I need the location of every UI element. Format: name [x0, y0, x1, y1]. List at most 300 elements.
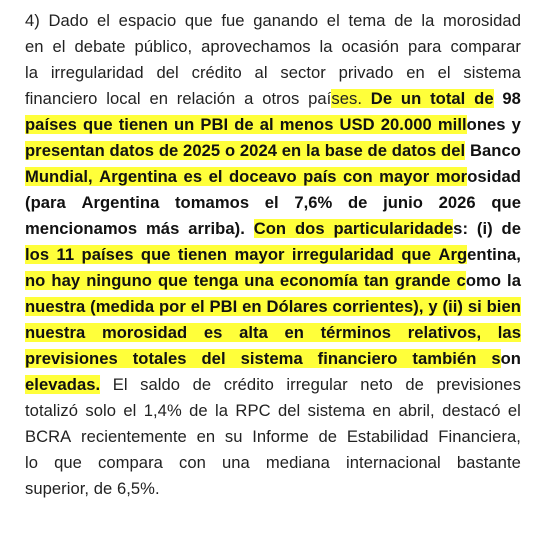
word: [379, 164, 436, 190]
word: [225, 424, 243, 450]
text-run: público,: [134, 37, 193, 56]
highlighted-text: grande: [395, 271, 457, 290]
text-run: en: [196, 427, 216, 446]
word: [512, 112, 521, 138]
word: [381, 112, 438, 138]
text-run: paí: [308, 89, 332, 108]
word: [110, 138, 159, 164]
word: [436, 372, 520, 398]
word: [340, 112, 381, 138]
text-run: solo: [85, 401, 116, 420]
text-run: la: [215, 401, 229, 420]
word: [408, 320, 498, 346]
word: [303, 164, 343, 190]
text-run: otros: [262, 89, 300, 108]
highlighted-text: de: [234, 115, 260, 134]
word: [244, 268, 280, 294]
word: [436, 164, 521, 190]
text-run: el: [123, 401, 137, 420]
word: [442, 398, 500, 424]
text-run: la: [421, 11, 435, 30]
text-run: comparar: [450, 37, 521, 56]
word: [189, 398, 208, 424]
text-run: lo: [25, 453, 39, 472]
word: [255, 60, 268, 86]
word: [192, 60, 242, 86]
highlighted-text: relativos,: [408, 323, 498, 342]
word: [191, 294, 210, 320]
word: [113, 372, 128, 398]
word: [254, 216, 295, 242]
word: [193, 372, 212, 398]
word: [209, 164, 229, 190]
highlighted-text: de: [474, 89, 494, 108]
text-run: el: [507, 401, 521, 420]
text-run: que: [491, 193, 521, 212]
highlighted-text: ses.: [331, 89, 370, 108]
text-line: [25, 424, 521, 450]
word: [25, 138, 110, 164]
text-run: destacó: [442, 401, 501, 420]
word: [201, 34, 310, 60]
document-paragraph: [25, 8, 521, 502]
text-run: 4): [25, 11, 40, 30]
text-run: de: [405, 375, 424, 394]
highlighted-text: del: [441, 141, 466, 160]
word: [188, 216, 245, 242]
text-run: fue: [221, 11, 245, 30]
word: [438, 60, 451, 86]
text-run: saldo: [140, 375, 181, 394]
text-run: Informe: [252, 427, 309, 446]
word: [295, 216, 334, 242]
text-line: [25, 138, 521, 164]
highlighted-text: de: [159, 141, 183, 160]
highlighted-text: una: [244, 271, 280, 290]
word: [280, 112, 340, 138]
text-run: mencionamos: [25, 219, 138, 238]
text-run: bastante: [456, 453, 521, 472]
text-run: más: [145, 219, 180, 238]
word: [401, 86, 430, 112]
word: [280, 60, 326, 86]
word: [347, 424, 429, 450]
highlighted-text: 2024: [240, 141, 282, 160]
word: [51, 268, 86, 294]
word: [348, 190, 367, 216]
word: [405, 372, 424, 398]
word: [325, 138, 368, 164]
highlighted-text: 11: [57, 245, 82, 264]
text-run: de: [347, 193, 368, 212]
word: [244, 86, 253, 112]
highlighted-text: Arg: [438, 245, 468, 264]
highlighted-text: por: [159, 297, 191, 316]
word: [457, 268, 501, 294]
text-line: [25, 34, 521, 60]
word: [343, 164, 379, 190]
text-line: [25, 476, 521, 502]
highlighted-text: países: [82, 245, 141, 264]
highlighted-text: Dólares: [266, 297, 332, 316]
highlighted-text: en: [282, 141, 306, 160]
text-run: privado: [338, 63, 394, 82]
word: [49, 8, 89, 34]
text-run: tomamos: [174, 193, 250, 212]
word: [83, 112, 119, 138]
highlighted-text: en: [242, 297, 266, 316]
highlighted-text: dos: [295, 219, 334, 238]
highlighted-text: Con: [254, 219, 295, 238]
text-run: crédito: [191, 63, 242, 82]
text-run: sector: [280, 63, 326, 82]
text-run: del: [156, 63, 179, 82]
text-run: el: [97, 11, 111, 30]
text-run: en: [25, 37, 44, 56]
highlighted-text: en: [285, 323, 321, 342]
word: [412, 346, 491, 372]
word: [491, 190, 521, 216]
text-run: la: [507, 271, 521, 290]
word: [463, 60, 521, 86]
text-line: [25, 268, 521, 294]
word: [477, 216, 493, 242]
word: [253, 8, 318, 34]
text-run: Financiera,: [438, 427, 521, 446]
word: [321, 320, 408, 346]
word: [401, 242, 438, 268]
word: [25, 268, 51, 294]
text-line: [25, 372, 521, 398]
highlighted-text: o: [225, 141, 240, 160]
text-line: [25, 164, 521, 190]
text-run: de: [394, 11, 413, 30]
highlighted-text: países: [25, 115, 83, 134]
word: [25, 190, 66, 216]
word: [346, 450, 441, 476]
highlighted-text: un: [401, 89, 430, 108]
word: [204, 320, 239, 346]
highlighted-text: el: [191, 297, 210, 316]
word: [502, 216, 521, 242]
word: [368, 138, 392, 164]
word: [438, 424, 521, 450]
text-run: Estabilidad: [346, 427, 429, 446]
text-run: sistema: [307, 401, 366, 420]
highlighted-text: tan: [364, 271, 395, 290]
word: [158, 268, 194, 294]
word: [123, 398, 136, 424]
highlighted-text: tenga: [194, 271, 245, 290]
word: [97, 8, 110, 34]
word: [443, 294, 468, 320]
word: [90, 294, 159, 320]
highlighted-text: s: [491, 349, 501, 368]
highlighted-text: y: [428, 297, 442, 316]
word: [474, 86, 493, 112]
word: [373, 398, 392, 424]
text-run: espacio: [118, 11, 177, 30]
word: [179, 450, 206, 476]
highlighted-text: PBI: [200, 115, 234, 134]
word: [408, 34, 441, 60]
highlighted-text: totales: [133, 349, 202, 368]
word: [265, 190, 279, 216]
highlighted-text: 2025: [183, 141, 225, 160]
text-line: [25, 112, 521, 138]
word: [294, 190, 332, 216]
word: [135, 34, 193, 60]
word: [308, 398, 366, 424]
word: [421, 8, 434, 34]
word: [333, 216, 468, 242]
highlighted-text: datos: [110, 141, 159, 160]
word: [210, 294, 243, 320]
word: [81, 190, 159, 216]
highlighted-text: c: [456, 271, 466, 290]
text-run: aprovechamos: [201, 37, 311, 56]
word: [383, 190, 423, 216]
highlighted-text: base: [325, 141, 368, 160]
word: [25, 372, 100, 398]
word: [450, 34, 521, 60]
word: [371, 86, 401, 112]
highlighted-text: un: [174, 115, 200, 134]
highlighted-text: las: [497, 323, 521, 342]
text-run: Argentina: [81, 193, 160, 212]
word: [439, 190, 476, 216]
word: [319, 424, 338, 450]
word: [394, 8, 413, 34]
word: [53, 34, 66, 60]
highlighted-text: USD: [340, 115, 381, 134]
highlighted-text: total: [430, 89, 474, 108]
text-line: [25, 86, 521, 112]
text-run: recientemente: [81, 427, 187, 446]
highlighted-text: previsiones: [25, 349, 133, 368]
text-run: el: [437, 63, 451, 82]
highlighted-text: financiero: [318, 349, 413, 368]
text-run: su: [224, 427, 243, 446]
word: [327, 8, 340, 34]
highlighted-text: que: [401, 245, 438, 264]
word: [133, 346, 202, 372]
highlighted-text: elevadas.: [25, 375, 101, 394]
word: [51, 60, 144, 86]
word: [392, 138, 441, 164]
word: [215, 398, 228, 424]
highlighted-text: alta: [239, 323, 284, 342]
word: [174, 112, 200, 138]
text-run: el: [326, 11, 340, 30]
word: [222, 450, 250, 476]
word: [85, 398, 116, 424]
word: [25, 424, 71, 450]
text-run: una: [222, 453, 250, 472]
word: [102, 320, 204, 346]
word: [221, 8, 244, 34]
word: [197, 424, 216, 450]
text-run: 98: [502, 89, 521, 108]
word: [185, 8, 213, 34]
text-run: junio: [383, 193, 423, 212]
word: [508, 398, 521, 424]
word: [262, 86, 299, 112]
highlighted-text: morosidad: [102, 323, 204, 342]
highlighted-text: mayor: [379, 167, 436, 186]
word: [25, 294, 90, 320]
text-run: arriba).: [188, 219, 245, 238]
text-run: 6,5%.: [116, 479, 160, 498]
text-run: totalizó: [25, 401, 78, 420]
word: [342, 34, 400, 60]
word: [438, 242, 521, 268]
text-run: 1,4%: [143, 401, 182, 420]
text-run: en: [149, 89, 168, 108]
word: [224, 372, 274, 398]
highlighted-text: nuestra: [25, 323, 102, 342]
highlighted-text: datos: [392, 141, 441, 160]
word: [57, 242, 82, 268]
text-run: y: [511, 115, 521, 134]
word: [333, 294, 429, 320]
word: [260, 112, 280, 138]
highlighted-text: es: [204, 323, 239, 342]
text-line: [25, 60, 521, 86]
text-run: morosidad: [443, 11, 521, 30]
text-run: (para: [25, 193, 66, 212]
word: [119, 112, 174, 138]
word: [280, 268, 364, 294]
word: [468, 294, 487, 320]
text-line: [25, 398, 521, 424]
word: [252, 424, 309, 450]
text-run: on: [500, 349, 521, 368]
word: [502, 86, 521, 112]
word: [282, 138, 306, 164]
word: [364, 268, 395, 294]
word: [491, 346, 521, 372]
highlighted-text: doceavo: [229, 167, 303, 186]
text-run: en: [372, 401, 392, 420]
text-line: [25, 294, 521, 320]
text-run: debate: [74, 37, 126, 56]
text-run: osidad: [467, 167, 521, 186]
highlighted-text: también: [412, 349, 491, 368]
text-run: financiero: [25, 89, 98, 108]
highlighted-text: bien: [486, 297, 521, 316]
text-run: internacional: [346, 453, 441, 472]
text-run: Banco: [469, 141, 521, 160]
highlighted-text: irregularidad: [292, 245, 401, 264]
highlighted-text: 20.000: [381, 115, 438, 134]
word: [286, 372, 347, 398]
text-run: la: [319, 37, 333, 56]
highlighted-text: del: [202, 349, 241, 368]
text-line: [25, 8, 521, 34]
word: [149, 86, 168, 112]
text-run: de: [93, 479, 113, 498]
text-run: al: [254, 63, 268, 82]
text-line: [25, 450, 521, 476]
highlighted-text: mayor: [234, 245, 291, 264]
highlighted-text: es: [184, 167, 209, 186]
word: [360, 372, 393, 398]
highlighted-text: no: [25, 271, 51, 290]
text-run: del: [277, 401, 301, 420]
word: [119, 8, 177, 34]
text-run: de: [189, 401, 208, 420]
highlighted-text: que: [141, 245, 178, 264]
highlighted-text: que: [158, 271, 194, 290]
text-run: ocasión: [341, 37, 400, 56]
word: [140, 372, 180, 398]
text-run: ones: [466, 115, 506, 134]
word: [157, 60, 179, 86]
text-run: compara: [98, 453, 163, 472]
text-line: [25, 320, 521, 346]
word: [430, 86, 474, 112]
text-run: local: [106, 89, 141, 108]
text-run: mediana: [265, 453, 330, 472]
highlighted-text: sistema: [241, 349, 318, 368]
word: [441, 138, 465, 164]
highlighted-text: con: [343, 167, 379, 186]
word: [470, 138, 521, 164]
highlighted-text: particularidade: [333, 219, 454, 238]
highlighted-text: Mundial,: [25, 167, 99, 186]
word: [25, 8, 40, 34]
word: [75, 34, 126, 60]
word: [318, 346, 413, 372]
text-run: Dado: [48, 11, 89, 30]
highlighted-text: la: [306, 141, 325, 160]
word: [177, 86, 236, 112]
word: [81, 424, 187, 450]
word: [229, 164, 303, 190]
word: [54, 450, 82, 476]
word: [292, 242, 401, 268]
text-run: relación: [176, 89, 236, 108]
highlighted-text: economía: [280, 271, 364, 290]
highlighted-text: tienen: [119, 115, 174, 134]
highlighted-text: PBI: [210, 297, 243, 316]
word: [200, 112, 234, 138]
word: [159, 138, 183, 164]
word: [320, 34, 333, 60]
text-line: [25, 216, 521, 242]
word: [25, 34, 44, 60]
text-line: [25, 242, 521, 268]
text-run: tema: [348, 11, 386, 30]
word: [184, 164, 209, 190]
word: [25, 398, 78, 424]
word: [225, 138, 240, 164]
highlighted-text: mill: [437, 115, 467, 134]
word: [278, 398, 300, 424]
word: [25, 86, 97, 112]
highlighted-text: tienen: [178, 245, 235, 264]
text-run: el: [264, 193, 279, 212]
highlighted-text: ninguno: [86, 271, 158, 290]
highlighted-text: Argentina: [99, 167, 183, 186]
word: [25, 112, 83, 138]
text-run: la: [25, 63, 39, 82]
word: [99, 164, 183, 190]
text-run: 2026: [438, 193, 476, 212]
word: [487, 294, 521, 320]
word: [25, 216, 137, 242]
